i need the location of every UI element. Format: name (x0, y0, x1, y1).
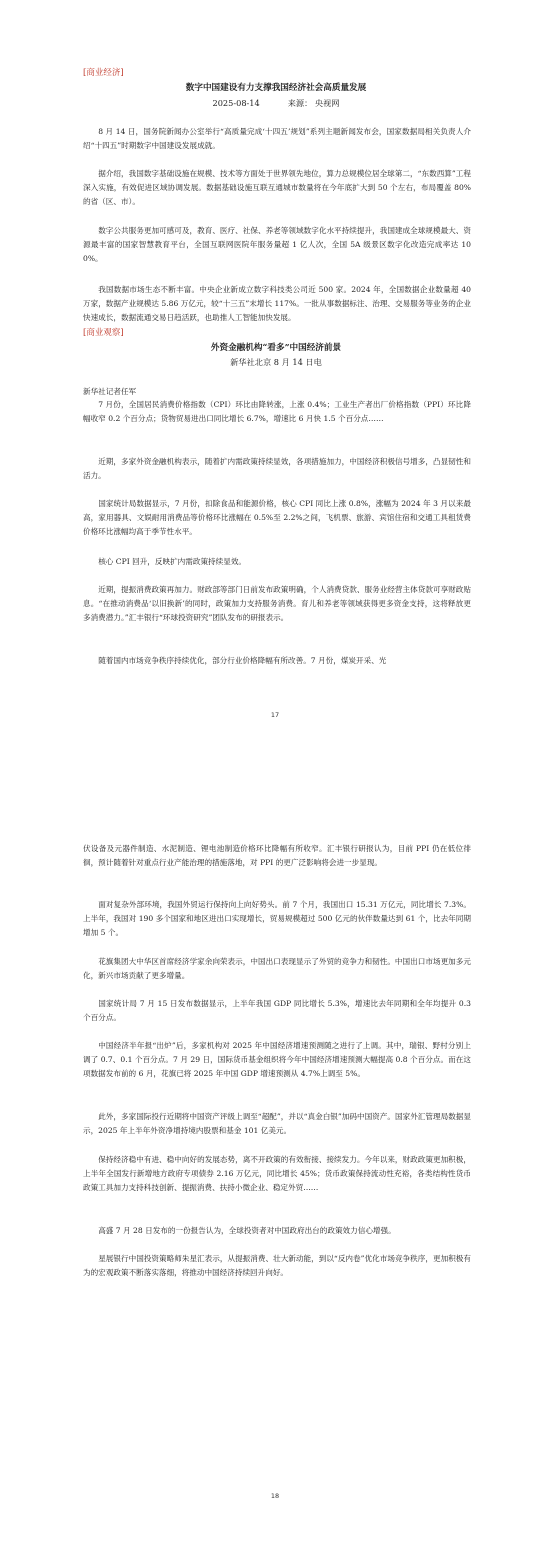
byline: 新华社记者任军 (83, 387, 137, 396)
article-meta (60, 97, 492, 109)
paragraph: 星展银行中国投资策略师朱星汇表示，从提振消费、壮大新动能，到以“反内卷”优化市场竞争秩序，更加积极有为的宏观政策不断落实落细，将推动中国经济持续回升向好。 (83, 1254, 471, 1277)
paragraph: 7 月份，全国居民消费价格指数（CPI）环比由降转涨，上涨 0.4%；工业生产者出厂价格指数（PPI）环比降幅收窄 0.2 个百分点；货物贸易进出口同比增长 6.7%，增速比 6 月快 1.5 个百分点…… (83, 400, 471, 423)
paragraph: 此外，多家国际投行近期将中国资产评级上调至“超配”，并以“真金白银”加码中国资产。国家外汇管理局数据显示，2025 年上半年外资净增持境内股票和基金 101 亿美元。 (83, 1112, 471, 1135)
paragraph: 花旗集团大中华区首席经济学家余向荣表示，中国出口表现显示了外贸的竞争力和韧性。中国出口市场更加多元化，新兴市场贡献了更多增量。 (83, 957, 471, 980)
article-title: 外资金融机构“看多”中国经济前景 (210, 343, 342, 353)
paragraph: 国家统计局数据显示，7 月份，扣除食品和能源价格，核心 CPI 同比上涨 0.8%，涨幅为 2024 年 3 月以来最高，家用器具、文娱耐用消费品等价格环比涨幅在 0.5%至 2.2%之间，飞机票、旅游、宾馆住宿和交通工具租赁费价格环比涨幅均高于季节性水平。 (83, 499, 471, 536)
page-18 (0, 777, 550, 1554)
paragraph: 高盛 7 月 28 日发布的一份报告认为，全球投资者对中国政府出台的政策效力信心增强。 (98, 1226, 396, 1235)
paragraph: 近期，提振消费政策再加力。财政部等部门日前发布政策明确，个人消费贷款、服务业经营主体贷款可享财政贴息。“在推动消费品‘以旧换新’的同时，政策加力支持服务消费。育儿和养老等领域获得更多资金支持，这将释放更多消费潜力。”汇丰银行“环球投资研究”团队发布的研报表示。 (83, 585, 471, 622)
paragraph: 据介绍，我国数字基础设施在规模、技术等方面处于世界领先地位，算力总规模位居全球第二，“东数西算”工程深入实施，有效促进区域协调发展。数据基础设施互联互通城市数量将在今年底扩大到 50 个左右，布局覆盖 80%的省（区、市）。 (83, 169, 471, 206)
page-number: 18 (270, 1492, 280, 1500)
article-dateline: 新华社北京 8 月 14 日电 (230, 357, 322, 367)
article-tag: [商业观察] (83, 328, 124, 338)
paragraph: 中国经济半年报“出炉”后，多家机构对 2025 年中国经济增速预测随之进行了上调。其中，瑞银、野村分别上调了 0.7、0.1 个百分点。7 月 29 日，国际货币基金组织将今年中国经济增速预测大幅提高 0.8 个百分点。而在这项数据发布前的 6 月，花旗已将 2025 年中国 GDP 增速预测从 4.7%上调至 5%。 (83, 1041, 471, 1078)
paragraph: 近期，多家外资金融机构表示，随着扩内需政策持续显效，各项措施加力，中国经济积极信号增多，凸显韧性和活力。 (83, 457, 471, 480)
paragraph: 我国数据市场生态不断丰富。中央企业新成立数字科技类公司近 500 家。2024 年，全国数据企业数量超 40 万家，数据产业规模达 5.86 万亿元，较“十三五”末增长 117%。一批从事数据标注、治理、交易服务等业务的企业快速成长，数据流通交易日趋活跃，也助推人工智能加快发展。 (83, 285, 471, 322)
paragraph: 伏设备及元器件制造、水泥制造、锂电池制造价格环比降幅有所收窄。汇丰银行研报认为，目前 PPI 仍在低位徘徊，预计随着针对重点行业产能治理的措施落地，对 PPI 的更广泛影响将会进一步显现。 (83, 844, 471, 867)
paragraph: 数字公共服务更加可感可及，教育、医疗、社保、养老等领域数字化水平持续提升，我国建成全球规模最大、资源最丰富的国家智慧教育平台，全国互联网医院年服务量超 1 亿人次，全国 5A 级景区数字化改造完成率达 100%。 (83, 226, 471, 263)
article-source: 来源： 央视网 (287, 98, 340, 108)
paragraph: 核心 CPI 回升，反映扩内需政策持续显效。 (98, 557, 247, 566)
page-number: 17 (270, 711, 280, 719)
paragraph: 保持经济稳中有进、稳中向好的发展态势，离不开政策的有效衔接、接续发力。今年以来，财政政策更加积极，上半年全国发行新增地方政府专项债券 2.16 万亿元，同比增长 45%；货币政策保持流动性充裕，各类结构性货币政策工具加力支持科技创新、提振消费、扶持小微企业、稳定外贸…… (83, 1155, 471, 1192)
article-title: 数字中国建设有力支撑我国经济社会高质量发展 (185, 83, 367, 93)
article-date: 2025-08-14 (212, 98, 260, 108)
paragraph: 面对复杂外部环境，我国外贸运行保持向上向好势头。前 7 个月，我国出口 15.31 万亿元，同比增长 7.3%。上半年，我国对 190 多个国家和地区进出口实现增长，贸易规模超过 500 亿元的伙伴数量达到 61 个，比去年同期增加 5 个。 (83, 900, 471, 937)
paragraph: 8 月 14 日，国务院新闻办公室举行“高质量完成‘十四五’规划”系列主题新闻发布会，国家数据局相关负责人介绍“十四五”时期数字中国建设发展成就。 (83, 127, 471, 150)
paragraph: 国家统计局 7 月 15 日发布数据显示，上半年我国 GDP 同比增长 5.3%，增速比去年同期和全年均提升 0.3 个百分点。 (83, 999, 471, 1022)
article-tag: [商业经济] (83, 68, 124, 78)
paragraph: 随着国内市场竞争秩序持续优化，部分行业价格降幅有所改善。7 月份，煤炭开采、光 (98, 656, 387, 665)
